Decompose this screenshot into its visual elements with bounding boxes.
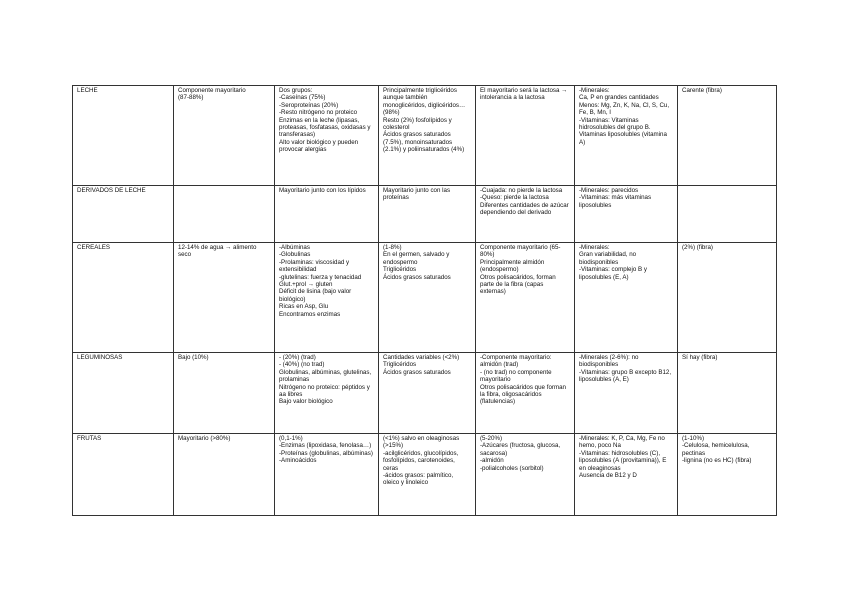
food-group-cell bbox=[73, 353, 174, 434]
cell-text-line: -Caseínas (75%) bbox=[279, 94, 326, 102]
cell-text-line: (5-20%) bbox=[480, 435, 503, 442]
cell-text-line: Enzimas en la leche (lipasas, proteasas, fosfatasas, oxidasas y transferasas) bbox=[279, 116, 371, 139]
cell-text-line: -Vitaminas: grupo B excepto B12, liposolubles (A, E) bbox=[579, 368, 672, 384]
table-body bbox=[73, 86, 777, 516]
fiber-cell bbox=[678, 86, 777, 186]
cell-text-line: -Prolaminas: viscosidad y extensibilidad bbox=[279, 258, 350, 274]
cell-text-line: -Minerales (2-6%): no biodisponibles bbox=[579, 354, 639, 369]
protein-cell bbox=[275, 243, 379, 353]
carbohydrate-cell bbox=[476, 434, 575, 516]
cell-text-line: - (20%) (trad) bbox=[279, 354, 316, 361]
cell-text-line: -Resto nitrógeno no proteico bbox=[279, 109, 358, 117]
cell-text-line: -Queso: pierde la lactosa bbox=[480, 194, 549, 202]
micronutrient-cell bbox=[575, 86, 678, 186]
cell-text-line: -Vitaminas: más vitaminas liposolubles bbox=[579, 194, 652, 209]
micronutrient-cell bbox=[575, 353, 678, 434]
fiber-cell bbox=[678, 186, 777, 243]
water-cell bbox=[174, 243, 275, 353]
cell-text-line: DERIVADOS DE LECHE bbox=[77, 187, 146, 194]
water-cell bbox=[174, 86, 275, 186]
cell-text-line: (1-10%) bbox=[682, 435, 705, 442]
protein-cell bbox=[275, 434, 379, 516]
cell-text-line: Mayoritario junto con las proteínas bbox=[383, 187, 451, 202]
cell-text-line: Globulinas, albúminas, glutelinas, prolaminas bbox=[279, 368, 372, 384]
cell-text-line: (<1%) salvo en oleaginosas (>15%) bbox=[383, 435, 460, 450]
table-row bbox=[73, 353, 777, 434]
table-row bbox=[73, 434, 777, 516]
lipid-cell bbox=[379, 353, 476, 434]
table-row bbox=[73, 186, 777, 243]
cell-text-line: Mayoritario (>80%) bbox=[178, 435, 231, 442]
fiber-cell bbox=[678, 353, 777, 434]
carbohydrate-cell bbox=[476, 186, 575, 243]
micronutrient-cell bbox=[575, 186, 678, 243]
lipid-cell bbox=[379, 186, 476, 243]
food-group-cell bbox=[73, 243, 174, 353]
carbohydrate-cell bbox=[476, 86, 575, 186]
cell-text-line: - (40%) (no trad) bbox=[279, 361, 325, 369]
cell-text-line: -Minerales: K, P, Ca, Mg, Fe no hemo, poco Na bbox=[579, 435, 665, 450]
protein-cell bbox=[275, 86, 379, 186]
cell-text-line: Ricas en Asp, Glu bbox=[279, 303, 329, 311]
cell-text-line: Principalmente almidón (endospermo) bbox=[480, 258, 545, 274]
cell-text-line: -Vitaminas: Vitaminas hidrosolubles del grupo B. Vitaminas liposolubles (vitamina A) bbox=[579, 116, 667, 146]
cell-text-line: -Minerales: bbox=[579, 244, 610, 251]
food-group-cell bbox=[73, 86, 174, 186]
cell-text-line: -Globulinas bbox=[279, 251, 311, 259]
cell-text-line: Otros polisacáridos, forman parte de la fibra (capas externas) bbox=[480, 273, 556, 296]
lipid-cell bbox=[379, 86, 476, 186]
cell-text-line: (0,1-1%) bbox=[279, 435, 303, 442]
cell-text-line: Déficit de lisina (bajo valor biológico) bbox=[279, 288, 352, 303]
cell-text-line: -ácidos grasos: palmítico, oleico y linoleico bbox=[383, 472, 454, 487]
cell-text-line: -Minerales: bbox=[579, 87, 610, 94]
cell-text-line: Componente mayoritario bbox=[178, 87, 246, 94]
cell-text-line: Ácidos grasos saturados bbox=[383, 273, 451, 281]
cell-text-line: -Celulosa, hemicelulosa, pectinas bbox=[682, 442, 750, 457]
cell-text-line: (1-8%) bbox=[383, 244, 402, 251]
cell-text-line: Dos grupos: bbox=[279, 87, 313, 94]
carbohydrate-cell bbox=[476, 353, 575, 434]
cell-text-line: Otros polisacáridos que forman la fibra, oligosacáridos (flatulencias) bbox=[480, 383, 566, 406]
cell-text-line: Triglicéridos bbox=[383, 266, 417, 274]
micronutrient-cell bbox=[575, 243, 678, 353]
cell-text-line: Triglicéridos bbox=[383, 361, 417, 369]
cell-text-line: -polialcoholes (sorbitol) bbox=[480, 464, 544, 472]
cell-text-line: Nitrógeno no proteico: péptidos y aa libres bbox=[279, 383, 370, 399]
food-group-cell bbox=[73, 434, 174, 516]
cell-text-line: -Minerales: parecidos bbox=[579, 187, 639, 194]
cell-text-line: -Seroproteínas (20%) bbox=[279, 101, 339, 109]
water-cell bbox=[174, 186, 275, 243]
cell-text-line: Bajo (10%) bbox=[178, 354, 209, 361]
cell-text-line: -Azúcares (fructosa, glucosa, sacarosa) bbox=[480, 442, 561, 457]
cell-text-line: Resto (2%) fosfolípidos y colesterol bbox=[383, 116, 452, 132]
cell-text-line: Mayoritario junto con los lípidos bbox=[279, 187, 366, 194]
carbohydrate-cell bbox=[476, 243, 575, 353]
cell-text-line: Sí hay (fibra) bbox=[682, 354, 718, 361]
cell-text-line: -glutelinas: fuerza y tenacidad bbox=[279, 273, 362, 281]
cell-text-line: CEREALES bbox=[77, 244, 111, 251]
water-cell bbox=[174, 434, 275, 516]
table-row bbox=[73, 86, 777, 186]
cell-text-line: Encontramos enzimas bbox=[279, 310, 341, 318]
cell-text-line: -Proteínas (globulinas, albúminas) bbox=[279, 449, 373, 457]
protein-cell bbox=[275, 186, 379, 243]
cell-text-line: Diferentes cantidades de azúcar dependiendo del derivado bbox=[480, 201, 569, 217]
micronutrient-cell bbox=[575, 434, 678, 516]
cell-text-line: Alto valor biológico y pueden provocar alergias bbox=[279, 138, 359, 154]
cell-text-line: Ausencia de B12 y D bbox=[579, 472, 637, 480]
lipid-cell bbox=[379, 434, 476, 516]
cell-text-line: Ca, P en grandes cantidades bbox=[579, 94, 659, 102]
cell-text-line: -lignina (no es HC) (fibra) bbox=[682, 457, 752, 465]
cell-text-line: -almidón bbox=[480, 457, 504, 465]
fiber-cell bbox=[678, 243, 777, 353]
food-group-cell bbox=[73, 186, 174, 243]
cell-text-line: Menos: Mg, Zn, K, Na, Cl, S, Cu, Fe, B, Mn, I bbox=[579, 101, 670, 117]
cell-text-line: LEGUMINOSAS bbox=[77, 354, 123, 361]
cell-text-line: Cantidades variables (<2%) bbox=[383, 354, 460, 361]
lipid-cell bbox=[379, 243, 476, 353]
cell-text-line: Principalmente triglicéridos aunque también monoglicéridos, diglicéridos… (98%) bbox=[383, 87, 466, 117]
nutrition-table bbox=[72, 85, 777, 516]
cell-text-line: -Aminoácidos bbox=[279, 457, 317, 465]
cell-text-line: (87-88%) bbox=[178, 94, 204, 102]
cell-text-line: (2%) (fibra) bbox=[682, 244, 713, 251]
cell-text-line: -Vitaminas: hidrosolubles (C), liposolubles (A (provitamina)), E en oleaginosas bbox=[579, 449, 667, 472]
cell-text-line: -Vitaminas: complejo B y liposolubles (E, A) bbox=[579, 266, 647, 281]
fiber-cell bbox=[678, 434, 777, 516]
cell-text-line: Gran variabilidad, no biodisponibles bbox=[579, 251, 637, 266]
cell-text-line: Bajo valor biológico bbox=[279, 398, 333, 406]
cell-text-line: -Cuajada: no pierde la lactosa bbox=[480, 187, 563, 194]
cell-text-line: Ácidos grasos saturados (7.5%), monoinsaturados (2.1%) y poliinsaturados (4%) bbox=[383, 131, 465, 154]
cell-text-line: -acilglicéridos, glucolípidos, fosfolípidos, carotenoides, ceras bbox=[383, 449, 459, 472]
cell-text-line: 12-14% de agua → alimento seco bbox=[178, 244, 257, 259]
protein-cell bbox=[275, 353, 379, 434]
cell-text-line: LECHE bbox=[77, 87, 98, 94]
cell-text-line: -Componente mayoritario: almidón (trad) bbox=[480, 354, 552, 369]
cell-text-line: FRUTAS bbox=[77, 435, 102, 442]
cell-text-line: Carente (fibra) bbox=[682, 87, 722, 94]
table-row bbox=[73, 243, 777, 353]
cell-text-line: Componente mayoritario (65-80%) bbox=[480, 244, 561, 259]
cell-text-line: - (no trad) no componente mayoritario bbox=[480, 368, 552, 384]
cell-text-line: Glut.+prol → gluten bbox=[279, 281, 333, 289]
cell-text-line: En el germen, salvado y endospermo bbox=[383, 251, 450, 266]
cell-text-line: -Enzimas (lipoxidasa, fenolasa…) bbox=[279, 442, 372, 450]
cell-text-line: -Albúminas bbox=[279, 244, 310, 251]
water-cell bbox=[174, 353, 275, 434]
cell-text-line: Ácidos grasos saturados bbox=[383, 368, 451, 376]
cell-text-line: El mayoritario será la lactosa → intolerancia a la lactosa bbox=[480, 87, 568, 102]
